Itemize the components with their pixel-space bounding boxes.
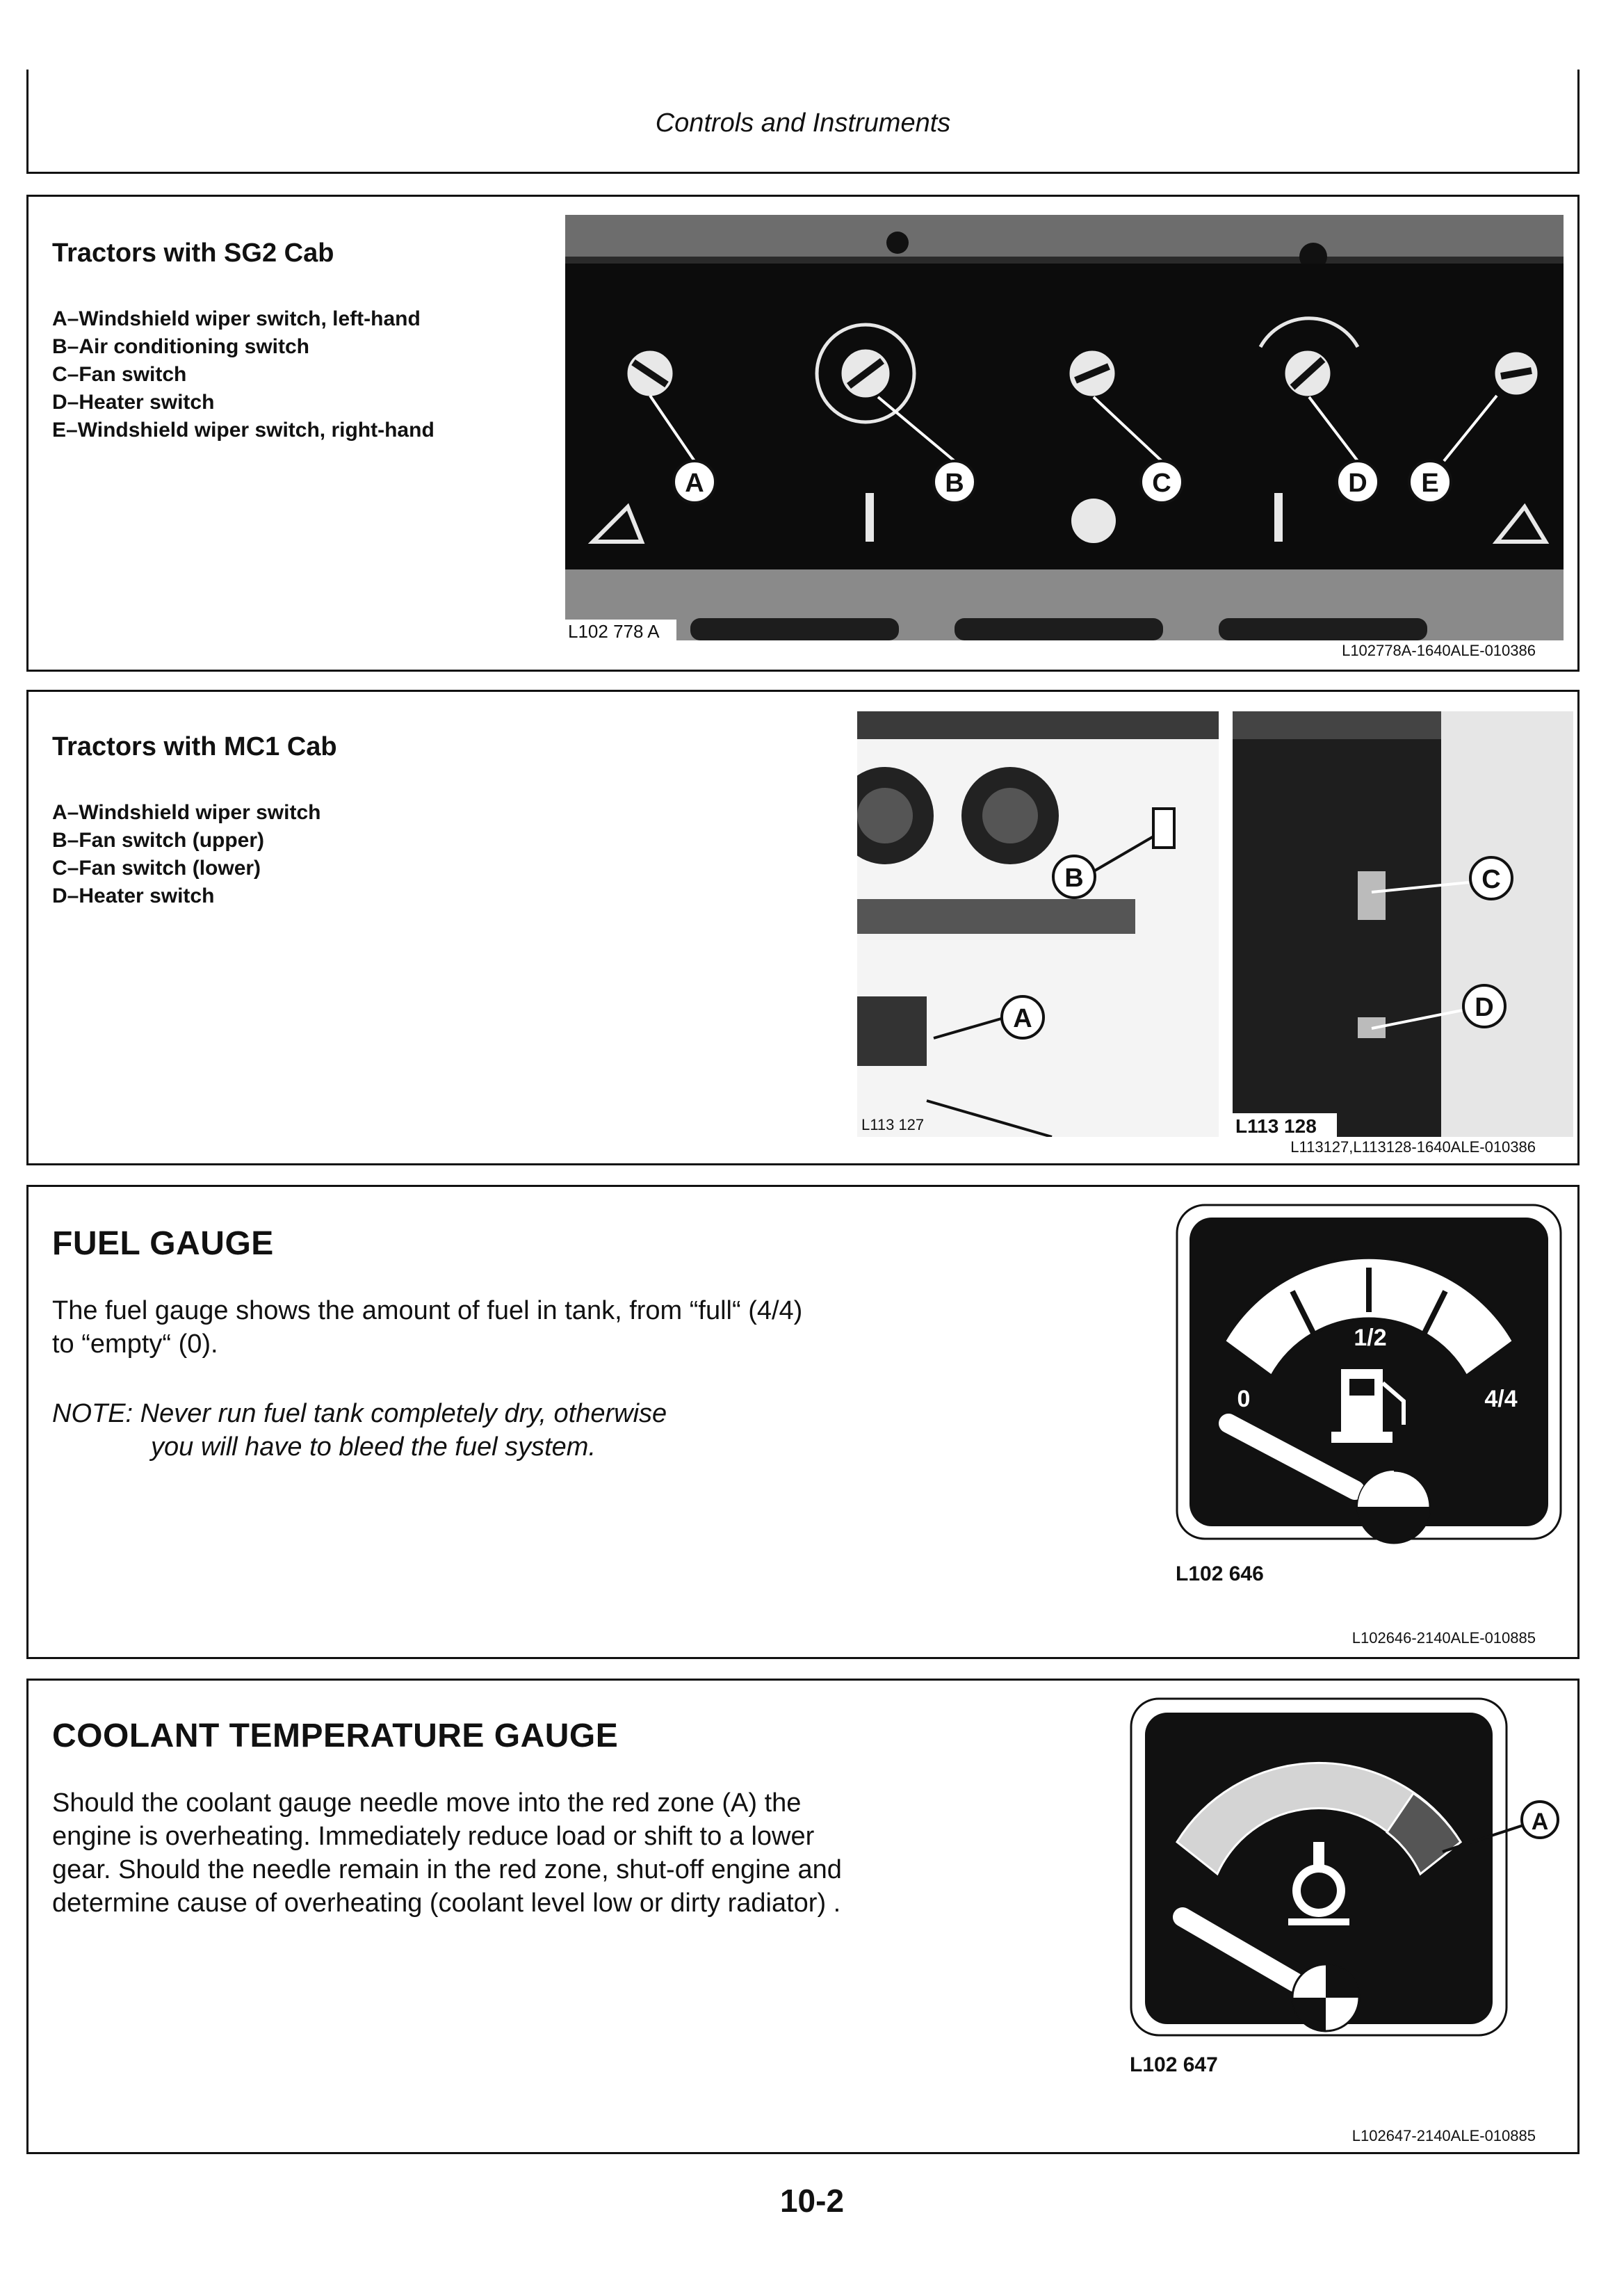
mc1-legend-item-b: B–Fan switch (upper) [52, 829, 265, 852]
sg2-ref-code: L102778A-1640ALE-010386 [1342, 642, 1536, 659]
sg2-photo-label: L102 778 A [568, 621, 660, 640]
sg2-callout-c: C [1152, 469, 1171, 498]
section-sg2-cab [26, 195, 1580, 672]
mc1-callout-c: C [1481, 865, 1501, 894]
mc1-title: Tractors with MC1 Cab [52, 732, 337, 761]
fuel-gauge-max: 4/4 [1484, 1386, 1518, 1412]
coolant-title: COOLANT TEMPERATURE GAUGE [52, 1717, 619, 1754]
coolant-callout-a: A [1531, 1809, 1549, 1835]
mc1-callout-b: B [1064, 864, 1084, 893]
sg2-legend-item-d: D–Heater switch [52, 391, 215, 414]
mc1-callout-a: A [1013, 1004, 1032, 1033]
fuel-body: The fuel gauge shows the amount of fuel in tank, from “full“ (4/4) to “empty“ (0). [52, 1296, 803, 1359]
fuel-gauge-min: 0 [1237, 1386, 1251, 1412]
sg2-title: Tractors with SG2 Cab [52, 239, 334, 268]
sg2-control-panel-photo [565, 215, 1564, 640]
mc1-callout-d: D [1475, 993, 1494, 1022]
fuel-gauge-illustration [1174, 1202, 1564, 1550]
fuel-ref-code: L102646-2140ALE-010885 [1351, 1629, 1536, 1647]
section-coolant-gauge [26, 1679, 1580, 2154]
sg2-legend-item-a: A–Windshield wiper switch, left-hand [52, 307, 421, 330]
sg2-callout-e: E [1421, 469, 1439, 498]
fuel-note-line1: NOTE: Never run fuel tank completely dry, otherwise [52, 1399, 667, 1428]
sg2-legend-item-e: E–Windshield wiper switch, right-hand [52, 419, 435, 442]
sg2-callout-d: D [1348, 469, 1367, 498]
fuel-figure-label: L102 646 [1176, 1562, 1264, 1585]
section-fuel-gauge [26, 1185, 1580, 1659]
sg2-callout-a: A [685, 469, 704, 498]
mc1-photo-lower-dash [1233, 711, 1573, 1137]
coolant-ref-code: L102647-2140ALE-010885 [1351, 2127, 1536, 2144]
header-title: Controls and Instruments [655, 108, 951, 138]
mc1-photo1-label: L113 127 [861, 1116, 925, 1133]
coolant-gauge-illustration [1128, 1696, 1573, 2044]
mc1-ref-code: L113127,L113128-1640ALE-010386 [1290, 1138, 1536, 1156]
sg2-legend-item-b: B–Air conditioning switch [52, 335, 310, 358]
mc1-legend [52, 799, 320, 910]
page-header [26, 70, 1580, 174]
sg2-callout-b: B [945, 469, 964, 498]
mc1-legend-item-c: C–Fan switch (lower) [52, 857, 261, 880]
mc1-photo-upper-dash [857, 711, 1219, 1137]
coolant-figure-label: L102 647 [1130, 2053, 1218, 2076]
coolant-body: Should the coolant gauge needle move into the red zone (A) the engine is overheating. Immediately reduce load or shift to a lower gear. Should the needle remain in the red zone, shut-off engine and determine cause of overheating (coolant level low or dirty radiator) . [52, 1788, 842, 1918]
mc1-legend-item-d: D–Heater switch [52, 884, 215, 907]
mc1-legend-item-a: A–Windshield wiper switch [52, 801, 321, 824]
fuel-note [52, 1397, 886, 1464]
fuel-title: FUEL GAUGE [52, 1225, 274, 1262]
fuel-note-line2: you will have to bleed the fuel system. [151, 1432, 596, 1462]
section-mc1-cab [26, 690, 1580, 1165]
mc1-photo2-label: L113 128 [1235, 1115, 1317, 1137]
fuel-gauge-mid: 1/2 [1354, 1325, 1387, 1351]
sg2-legend [52, 305, 435, 444]
page-number: 10-2 [779, 2183, 845, 2219]
sg2-legend-item-c: C–Fan switch [52, 363, 187, 386]
